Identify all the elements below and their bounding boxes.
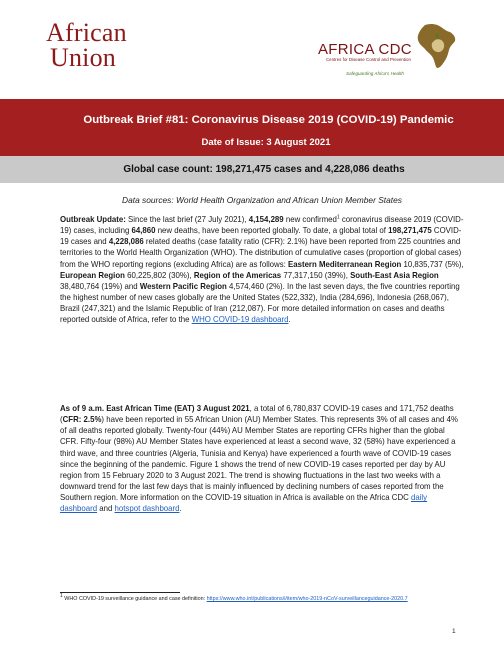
footnote <box>60 593 450 603</box>
global-case-count: Global case count: 198,271,475 cases and 4,228,086 deaths <box>123 164 405 175</box>
footnote-number: 1 <box>60 593 63 600</box>
hotspot-dashboard-link[interactable]: hotspot dashboard <box>114 504 180 514</box>
title-banner <box>0 99 504 156</box>
global-case-count-bar <box>0 156 504 183</box>
text-run: , a total of 6,780,837 COVID-19 cases and 171,752 deaths ( <box>60 404 454 425</box>
region-value: 77,317,150 (39%), <box>281 270 351 280</box>
footnote-text: WHO COVID-19 surveillance guidance and case definition: <box>62 596 207 602</box>
au-logo-line1: African <box>46 18 127 47</box>
region-value: 38,480,764 (19%) and <box>60 281 140 291</box>
text-run: coronavirus disease 2019 (COVID-19) cases, including <box>60 215 464 236</box>
region-name: Eastern Mediterranean Region <box>288 259 402 269</box>
daily-dashboard-link[interactable]: daily dashboard <box>60 493 428 514</box>
new-deaths-value: 64,860 <box>131 226 156 236</box>
text-run: new deaths, have been reported globally. To date, a global total of <box>155 226 389 236</box>
region-name: European Region <box>60 270 125 280</box>
cdc-logo-subtitle: Centres for Disease Control and Prevention <box>326 57 411 62</box>
cfr-value: CFR: 2.5% <box>62 415 102 425</box>
cdc-logo-name: AFRICA CDC <box>318 41 412 58</box>
text-run: COVID-19 cases and <box>60 226 462 247</box>
africa-situation-paragraph <box>60 403 464 515</box>
footnote-divider <box>60 592 180 593</box>
text-run: related deaths (case fatality ratio (CFR): 2.1%) have been reported from 225 countries and territories to the World Health Organization (WHO). The distribution of cumulative cases (proportion of global cases) from the WHO reporting regions (excluding Africa) are as follows: <box>60 237 462 269</box>
text-run: and <box>97 504 115 514</box>
text-run: . <box>179 504 182 514</box>
cdc-logo-tagline: Safeguarding Africa's Health <box>346 71 404 76</box>
africa-cdc-logo <box>318 22 468 84</box>
africa-map-icon <box>413 22 458 70</box>
region-value: 10,835,737 (5%), <box>401 259 464 269</box>
text-run: new confirmed <box>283 215 337 224</box>
african-union-logo <box>46 20 166 80</box>
footnote-link[interactable]: https://www.who.int/publications/i/item/who-2019-nCoV-surveillanceguidance-2020.7 <box>206 596 408 602</box>
outbreak-update-heading: Outbreak Update: <box>60 215 126 224</box>
text-run: . <box>288 315 291 325</box>
total-deaths-value: 4,228,086 <box>108 237 144 247</box>
issue-date: Date of Issue: 3 August 2021 <box>201 137 331 148</box>
au-logo-line2: Union <box>50 43 116 72</box>
brief-title: Outbreak Brief #81: Coronavirus Disease 2019 (COVID-19) Pandemic <box>83 114 454 126</box>
region-name: Region of the Americas <box>193 270 282 280</box>
text-run: ) have been reported in 55 African Union (AU) Member States. This represents 3% of all cases and 4% of all deaths reported globally. Twenty-four (44%) AU Member States are reporting CFRs higher than the global CFR. Fifty-four (98%) AU Member States have experienced at least a second wave, 32 (58%) have experienced a third wave, and three countries (Algeria, Tunisia and Kenya) have experienced a fourth wave of COVID-19 cases since the beginning of the pandemic. Figure 1 shows the trend of new COVID-19 cases reported per day by AU region from 15 February 2020 to 3 August 2021. The trend is showing fluctuations in the last two weeks with a downward trend for the last few days that is mainly influenced by declining numbers of cases reported from the Southern region. More information on the COVID-19 situation in Africa is available on the Africa CDC <box>60 415 458 503</box>
text-run: Since the last brief (27 July 2021), <box>125 215 249 224</box>
page-number: 1 <box>452 628 456 635</box>
footnote-ref: 1 <box>336 214 340 221</box>
total-cases-value: 198,271,475 <box>388 226 432 236</box>
region-name: Western Pacific Region <box>139 281 227 291</box>
data-sources: Data sources: World Health Organization and African Union Member States <box>122 195 402 205</box>
africa-situation-heading: As of 9 a.m. East African Time (EAT) 3 August 2021 <box>60 404 250 413</box>
outbreak-update-paragraph <box>60 214 464 326</box>
new-cases-value: 4,154,289 <box>248 215 284 224</box>
region-name: South-East Asia Region <box>350 270 439 280</box>
who-dashboard-link[interactable]: WHO COVID-19 dashboard <box>191 315 289 325</box>
region-value: 60,225,802 (30%), <box>124 270 194 280</box>
region-value: 4,574,460 (2%). In the last seven days, the five countries reporting the highest number of new cases globally are the United States (522,332), India (284,696), Indonesia (268,067), Brazil (247,321) and the Islamic Republic of Iran (212,087). For more detailed information on cases and deaths reported outside of Africa, refer to the <box>60 281 460 325</box>
